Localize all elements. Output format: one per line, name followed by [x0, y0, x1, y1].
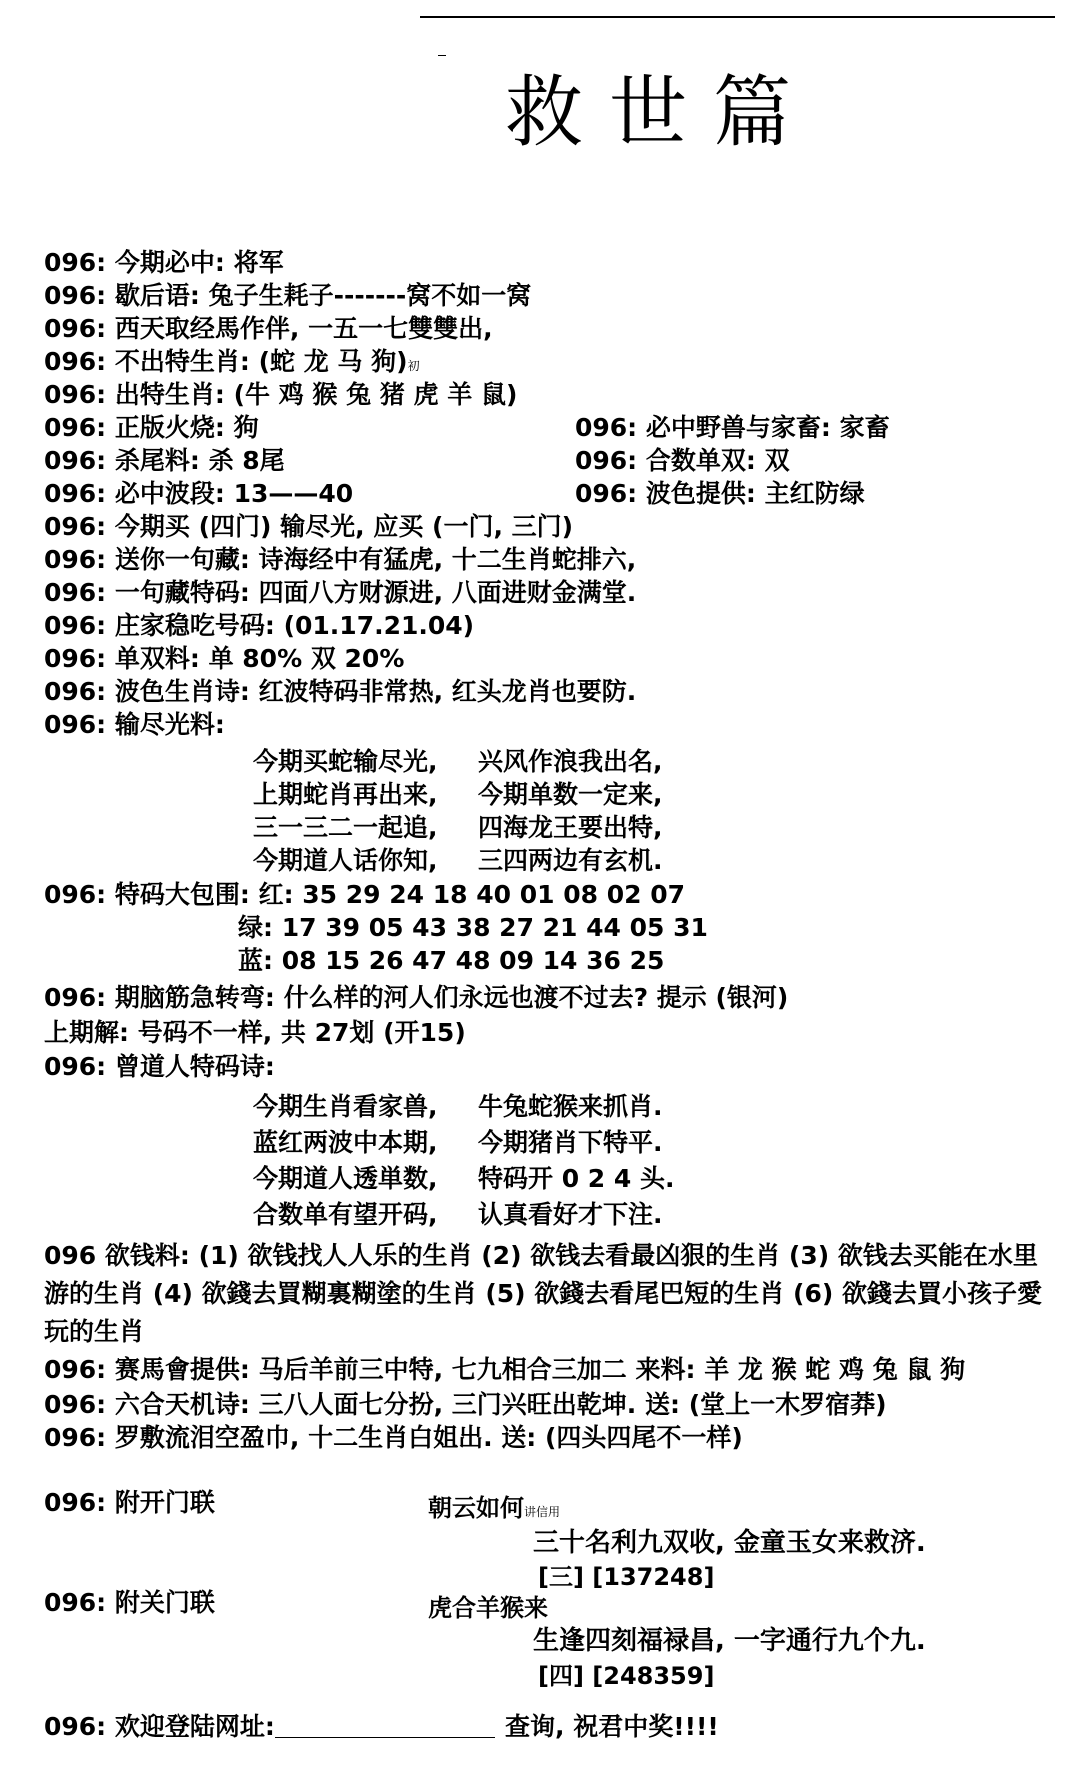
bao-red: 096: 特码大包围: 红: 35 29 24 18 40 01 08 02 07: [44, 880, 686, 909]
line-13: 096: 单双料: 单 80% 双 20%: [44, 644, 405, 673]
daoren-label: 096: 曾道人特码诗:: [44, 1052, 275, 1081]
poem1-row-2: 上期蛇肖再出来, 今期单数一定来,: [253, 780, 663, 809]
poem2-row-2: 蓝红两波中本期, 今期猪肖下特平.: [253, 1128, 663, 1157]
line-5: 096: 出特生肖: (牛 鸡 猴 兔 猪 虎 羊 鼠): [44, 380, 518, 409]
mark: [438, 55, 446, 56]
line-3: 096: 西天取经馬作伴, 一五一七雙雙出,: [44, 314, 493, 343]
tail-line-3: 096: 罗敷流泪空盈巾, 十二生肖白姐出. 送: (四头四尾不一样): [44, 1423, 743, 1452]
bao-green: 绿: 17 39 05 43 38 27 21 44 05 31: [238, 913, 708, 942]
line-15: 096: 输尽光料:: [44, 710, 225, 739]
line-4: 096: 不出特生肖: (蛇 龙 马 狗)初: [44, 347, 420, 376]
small-note: 初: [407, 359, 420, 373]
close-couplet-head: 虎合羊猴来: [428, 1594, 548, 1622]
prev-answer: 上期解: 号码不一样, 共 27划 (开15): [44, 1018, 466, 1047]
line-6: 096: 正版火烧: 狗: [44, 413, 259, 442]
line-12: 096: 庄家稳吃号码: (01.17.21.04): [44, 611, 475, 640]
line-9: 096: 今期买 (四门) 输尽光, 应买 (一门, 三门): [44, 512, 574, 541]
line-11: 096: 一句藏特码: 四面八方财源进, 八面进财金满堂.: [44, 578, 637, 607]
open-couplet-head: 朝云如何讲信用: [428, 1494, 561, 1522]
footer-left: 096: 欢迎登陆网址:: [44, 1712, 275, 1741]
poem2-row-1: 今期生肖看家兽, 牛兔蛇猴来抓肖.: [253, 1092, 663, 1121]
line-10: 096: 送你一句藏: 诗海经中有猛虎, 十二生肖蛇排六,: [44, 545, 637, 574]
close-couplet-label: 096: 附关门联: [44, 1588, 215, 1617]
open-couplet-label: 096: 附开门联: [44, 1488, 215, 1517]
poem1-row-4: 今期道人话你知, 三四两边有玄机.: [253, 846, 663, 875]
open-couplet-text: 三十名利九双收, 金童玉女来救济.: [533, 1528, 926, 1558]
yuqian-paragraph: 096 欲钱料: (1) 欲钱找人人乐的生肖 (2) 欲钱去看最凶狠的生肖 (3) 欲钱去买能在水里游的生肖 (4) 欲錢去買糊裏糊塗的生肖 (5) 欲錢去看尾巴短的生肖 (6) 欲錢去買小孩子愛玩的生肖: [44, 1241, 1042, 1346]
open-couplet-code: [三] [137248]: [538, 1563, 715, 1591]
bao-blue: 蓝: 08 15 26 47 48 09 14 36 25: [238, 946, 665, 975]
footer-right: 查询, 祝君中奖!!!!: [505, 1712, 719, 1741]
poem2-row-3: 今期道人透単数, 特码开 0 2 4 头.: [253, 1164, 675, 1193]
tail-line-2: 096: 六合天机诗: 三八人面七分扮, 三门兴旺出乾坤. 送: (堂上一木罗宿莽): [44, 1390, 887, 1419]
right-line-1: 096: 必中野兽与家畜: 家畜: [575, 413, 890, 442]
poem2-row-4: 合数单有望开码, 认真看好才下注.: [253, 1200, 663, 1229]
line-14: 096: 波色生肖诗: 红波特码非常热, 红头龙肖也要防.: [44, 677, 637, 706]
poem1-row-1: 今期买蛇输尽光, 兴风作浪我出名,: [253, 747, 663, 776]
line-1: 096: 今期必中: 将军: [44, 248, 284, 277]
right-line-3: 096: 波色提供: 主红防绿: [575, 479, 865, 508]
right-line-2: 096: 合数单双: 双: [575, 446, 790, 475]
close-couplet-code: [四] [248359]: [538, 1662, 715, 1690]
line-7: 096: 杀尾料: 杀 8尾: [44, 446, 285, 475]
line-2: 096: 歇后语: 兔子生耗子-------窝不如一窝: [44, 281, 532, 310]
page-title: 救世篇: [505, 68, 818, 158]
close-couplet-text: 生逢四刻福禄昌, 一字通行九个九.: [533, 1626, 926, 1656]
url-blank: [275, 1737, 495, 1738]
top-rule: [420, 16, 1055, 18]
poem1-row-3: 三一三二一起追, 四海龙王要出特,: [253, 813, 663, 842]
naojin: 096: 期脑筋急转弯: 什么样的河人们永远也渡不过去? 提示 (银河): [44, 983, 789, 1012]
tail-line-1: 096: 赛馬會提供: 马后羊前三中特, 七九相合三加二 来料: 羊 龙 猴 蛇 鸡 兔 鼠 狗: [44, 1355, 966, 1384]
line-8: 096: 必中波段: 13——40: [44, 479, 354, 508]
